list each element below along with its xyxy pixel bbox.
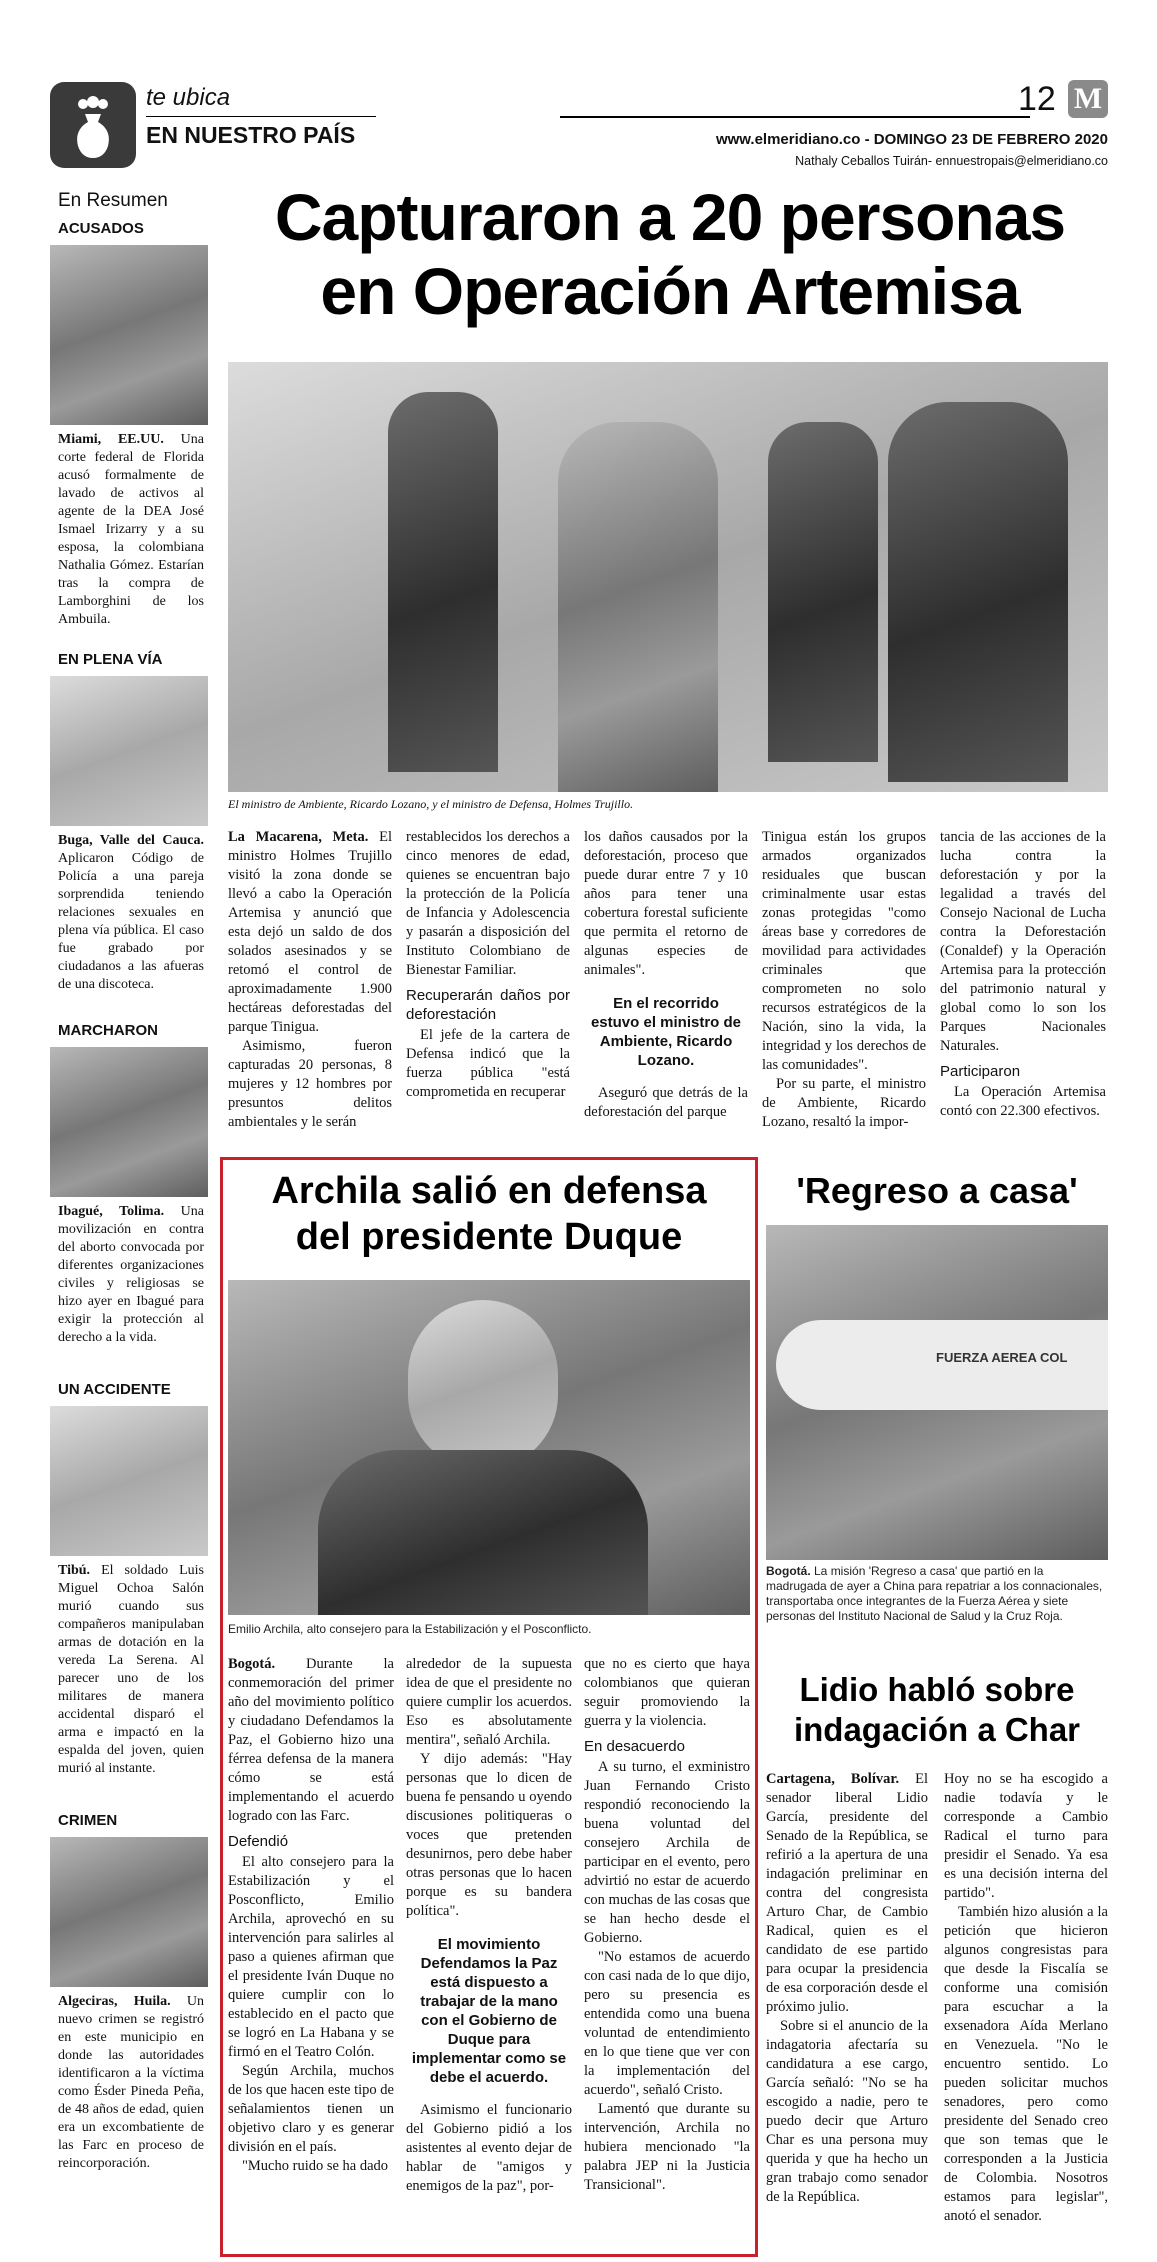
photo-figure xyxy=(558,422,718,792)
archila-subhead-desacuerdo: En desacuerdo xyxy=(584,1738,685,1755)
main-subhead-participaron: Participaron xyxy=(940,1063,1021,1080)
sidebar-text-plena-via: Buga, Valle del Cauca. Aplicaron Código de Policía a una pareja sorprendida teniendo relaciones sexuales en plena vía pública. El caso fue grabado por ciudadanos a las afueras de una discoteca. xyxy=(58,833,204,992)
vase-icon xyxy=(50,82,136,168)
archila-col-1: Bogotá. Durante la conmemoración del primer año del movimiento político y ciudadano Defendamos la Paz, el Gobierno hizo una férrea defensa de la manera cómo se está implementando el acuerdo logrado con las Farc. Defendió El alto consejero para la Estabilización y el Posconflicto, Emilio Archila, aprovechó en su intervención para salirles al paso a quienes afirman que el presidente Iván Duque no quiere cumplir con lo establecido en el pacto que se logró en La Habana y se firmó en el Teatro Colón. Según Archila, muchos de los que hacen este tipo de señalamientos tienen un objetivo claro y es generar división en el país. "Mucho ruido se ha dado xyxy=(228,1656,394,2174)
main-pullquote: En el recorrido estuvo el ministro de Ambiente, Ricardo Lozano. xyxy=(590,995,742,1069)
header-rule xyxy=(560,116,1030,118)
photo-soldado xyxy=(50,1406,208,1556)
section-tag: te ubica xyxy=(146,84,231,111)
sidebar-text-crimen: Algeciras, Huila. Un nuevo crimen se registró en este municipio en donde las autoridades identificaron a la víctima como Ésder Pineda Peña, de 48 años de edad, quien era un excombatiente de las Farc en proceso de reincorporación. xyxy=(58,1994,204,2171)
sidebar-label-marcharon: MARCHARON xyxy=(58,1022,158,1039)
archila-headline xyxy=(228,1168,750,1260)
brand-logo-letter: M xyxy=(1073,82,1103,115)
sidebar-title: En Resumen xyxy=(58,190,168,211)
sidebar-text-acusados: Miami, EE.UU. Una corte federal de Florida acusó formalmente de lavado de activos al agente de la DEA José Ismael Irizarry y a su esposa, la colombiana Nathalia Gómez. Estarían tras la compra de Lamborghini de los Ambuila. xyxy=(58,432,204,627)
photo-figure xyxy=(888,402,1068,782)
main-col-4: Tinigua están los grupos armados organizados residuales que buscan criminalmente usar estas zonas protegidas "como áreas base y corredores de movilidad para actividades criminales que comprometen no solo recursos estratégicos de la Nación, sino la vida, la integridad y los derechos de las comunidades". Por su parte, el ministro de Ambiente, Ricardo Lozano, resaltó la impor- xyxy=(762,829,926,1130)
lidio-headline xyxy=(766,1670,1108,1750)
archila-col-3: que no es cierto que haya colombianos que quieran seguir promoviendo la guerra y la violencia. En desacuerdo A su turno, el exministro Juan Fernando Cristo respondió reconociendo la buena voluntad del consejero Archila de participar en el evento, pero advirtió no estar de acuerdo con muchas de las cosas que se han hecho desde el Gobierno. "No estamos de acuerdo con casi nada de lo que dijo, pero su presencia es entendida como una buena voluntad de entendimiento en lo que tiene que ver con la implementación del acuerdo", señaló Cristo. Lamentó que durante su intervención, Archila no hubiera mencionado "la palabra JEP ni la Justicia Transicional". xyxy=(584,1656,750,2193)
byline: Nathaly Ceballos Tuirán- ennuestropais@elmeridiano.co xyxy=(795,154,1108,168)
photo-figure xyxy=(768,422,878,762)
section-logo xyxy=(50,82,136,168)
archila-photo xyxy=(228,1280,750,1615)
regreso-headline: 'Regreso a casa' xyxy=(796,1170,1078,1211)
lidio-headline-line2: indagación a Char xyxy=(793,1711,1081,1748)
photo-figure-head xyxy=(408,1300,558,1470)
lidio-headline-line1: Lidio habló sobre xyxy=(799,1671,1075,1708)
main-col-3: los daños causados por la deforestación, proceso que puede durar entre 7 y 10 años para tener una cobertura forestal suficiente que permita el retorno de algunas especies de animales". En el recorrido estuvo el ministro de Ambiente, Ricardo Lozano. Aseguró que detrás de la deforestación del parque xyxy=(584,829,748,1120)
photo-plane xyxy=(776,1320,1108,1410)
regreso-photo xyxy=(766,1225,1108,1560)
lidio-col-1: Cartagena, Bolívar. El senador liberal Lidio García, presidente del Senado de la República, se refirió a la apertura de una indagación preliminar en contra del congresista Arturo Char, de Cambio Radical, quien es el candidato de ese partido para ocupar la presidencia de esa corporación desde el próximo julio. Sobre si el anuncio de la indagatoria afectaría su candidatura a ese cargo, García señaló: "No se ha escogido a nadie, pero te puedo decir que Arturo Char es una persona muy querida y que ha hecho un gran trabajo como senador de la República. xyxy=(766,1771,928,2205)
archila-col-2: alrededor de la supuesta idea de que el presidente no quiere cumplir los acuerdos. Eso es absolutamente mentira", señaló Archila. Y dijo además: "Hay personas que lo dicen de buena fe pensando u oyendo discusiones politiqueras o voces que pretenden desunirnos, pero debe haber otras personas que lo hacen porque es su bandera política". El movimiento Defendamos la Paz está dispuesto a trabajar de la mano con el Gobierno de Duque para implementar como se debe el acuerdo. Asimismo el funcionario del Gobierno pidió a los asistentes al evento dejar de hablar de "amigos y enemigos de la paz", por- xyxy=(406,1656,572,2194)
regreso-caption: Bogotá. La misión 'Regreso a casa' que partió en la madrugada de ayer a China para repatriar a los connacionales, transportaba once integrantes de la Fuerza Aérea y siete personas del Instituto Nacional de Salud y la Cruz Roja. xyxy=(766,1564,1103,1623)
photo-acusados xyxy=(50,245,208,425)
main-headline-line2: en Operación Artemisa xyxy=(320,254,1020,328)
archila-pullquote: El movimiento Defendamos la Paz está dispuesto a trabajar de la mano con el Gobierno de Duque para implementar como se debe el acuerdo. xyxy=(411,1936,567,2086)
photo-figure-body xyxy=(318,1450,648,1615)
photo-marcharon xyxy=(50,1047,208,1197)
photo-plane-text: FUERZA AEREA COL xyxy=(936,1350,1068,1365)
main-col-5: tancia de las acciones de la lucha contra la deforestación y por la legalidad a través del Consejo Nacional de Lucha contra la Deforestación (Conaldef) y la Operación Artemisa para la protección del patrimonio natural y global como lo son los Parques Nacionales Naturales. Participaron La Operación Artemisa contó con 22.300 efectivos. xyxy=(940,829,1106,1119)
sidebar-label-accidente: UN ACCIDENTE xyxy=(58,1381,171,1398)
main-col-2: restablecidos los derechos a cinco menores de edad, quienes se encuentran bajo la protección de la Policía de Infancia y Adolescencia y pasarán a disposición del Instituto Colombiano de Bienestar Familiar. Recuperarán daños por deforestación El jefe de la cartera de Defensa indicó que la fuerza pública "está comprometida en recuperar xyxy=(406,829,570,1100)
archila-caption: Emilio Archila, alto consejero para la Estabilización y el Posconflicto. xyxy=(228,1622,592,1636)
site-date: www.elmeridiano.co - DOMINGO 23 DE FEBRERO 2020 xyxy=(715,131,1108,148)
section-title: EN NUESTRO PAÍS xyxy=(146,122,356,148)
page-number: 12 xyxy=(1018,80,1056,118)
main-col-1: La Macarena, Meta. El ministro Holmes Trujillo visitó la zona donde se llevó a cabo la Operación Artemisa y anunció que esta dejó un saldo de dos solados asesinados y se retomó el control de aproximadamente 1.900 hectáreas deforestadas del parque Tinigua. Asimismo, fueron capturadas 20 personas, 8 mujeres y 12 hombres por presuntos delitos ambientales y le serán xyxy=(228,829,393,1130)
section-tag-rule xyxy=(146,116,376,117)
sidebar-text-accidente: Tibú. El soldado Luis Miguel Ochoa Salón murió cuando sus compañeros manipulaban armas de dotación en la vereda La Serena. Al parecer uno de los militares de manera accidental disparó el arma e impactó en la espalda del joven, quien murió al instante. xyxy=(58,1563,204,1776)
photo-plena-via xyxy=(50,676,208,826)
photo-figure xyxy=(388,392,498,772)
archila-headline-line1: Archila salió en defensa xyxy=(271,1170,707,1212)
sidebar xyxy=(50,190,208,2173)
main-photo-ministros xyxy=(228,362,1108,792)
sidebar-label-acusados: ACUSADOS xyxy=(58,220,144,237)
main-headline-line1: Capturaron a 20 personas xyxy=(274,180,1066,254)
photo-victima xyxy=(50,1837,208,1987)
sidebar-label-crimen: CRIMEN xyxy=(58,1812,118,1829)
main-photo-caption: El ministro de Ambiente, Ricardo Lozano, y el ministro de Defensa, Holmes Trujillo. xyxy=(228,797,634,811)
main-subhead-deforestacion: Recuperarán daños por deforestación xyxy=(406,987,570,1023)
lidio-col-2: Hoy no se ha escogido a nadie todavía y le corresponde a Cambio Radical el turno para presidir el Senado. Ya esa es una decisión interna del partido". También hizo alusión a la petición que hicieron algunos congresistas para que desde la Fiscalía se conforme una comisión para escuchar a la exsenadora Aída Merlano en Venezuela. "No le encuentro sentido. Lo pueden solicitar muchos senadores, pero como presidente del Senado creo que son temas que le corresponden a la Justicia de Colombia. Nosotros estamos para legislar", anotó el senador. xyxy=(944,1771,1108,2224)
brand-logo xyxy=(1068,80,1108,118)
main-headline xyxy=(225,180,1115,328)
archila-subhead-defendio: Defendió xyxy=(228,1833,289,1850)
sidebar-text-marcharon: Ibagué, Tolima. Una movilización en contra del aborto convocada por diferentes organizaciones civiles y religiosas se hizo ayer en Ibagué para exigir la protección al derecho a la vida. xyxy=(58,1204,204,1345)
archila-headline-line2: del presidente Duque xyxy=(295,1216,683,1258)
sidebar-label-plena-via: EN PLENA VÍA xyxy=(58,651,163,668)
